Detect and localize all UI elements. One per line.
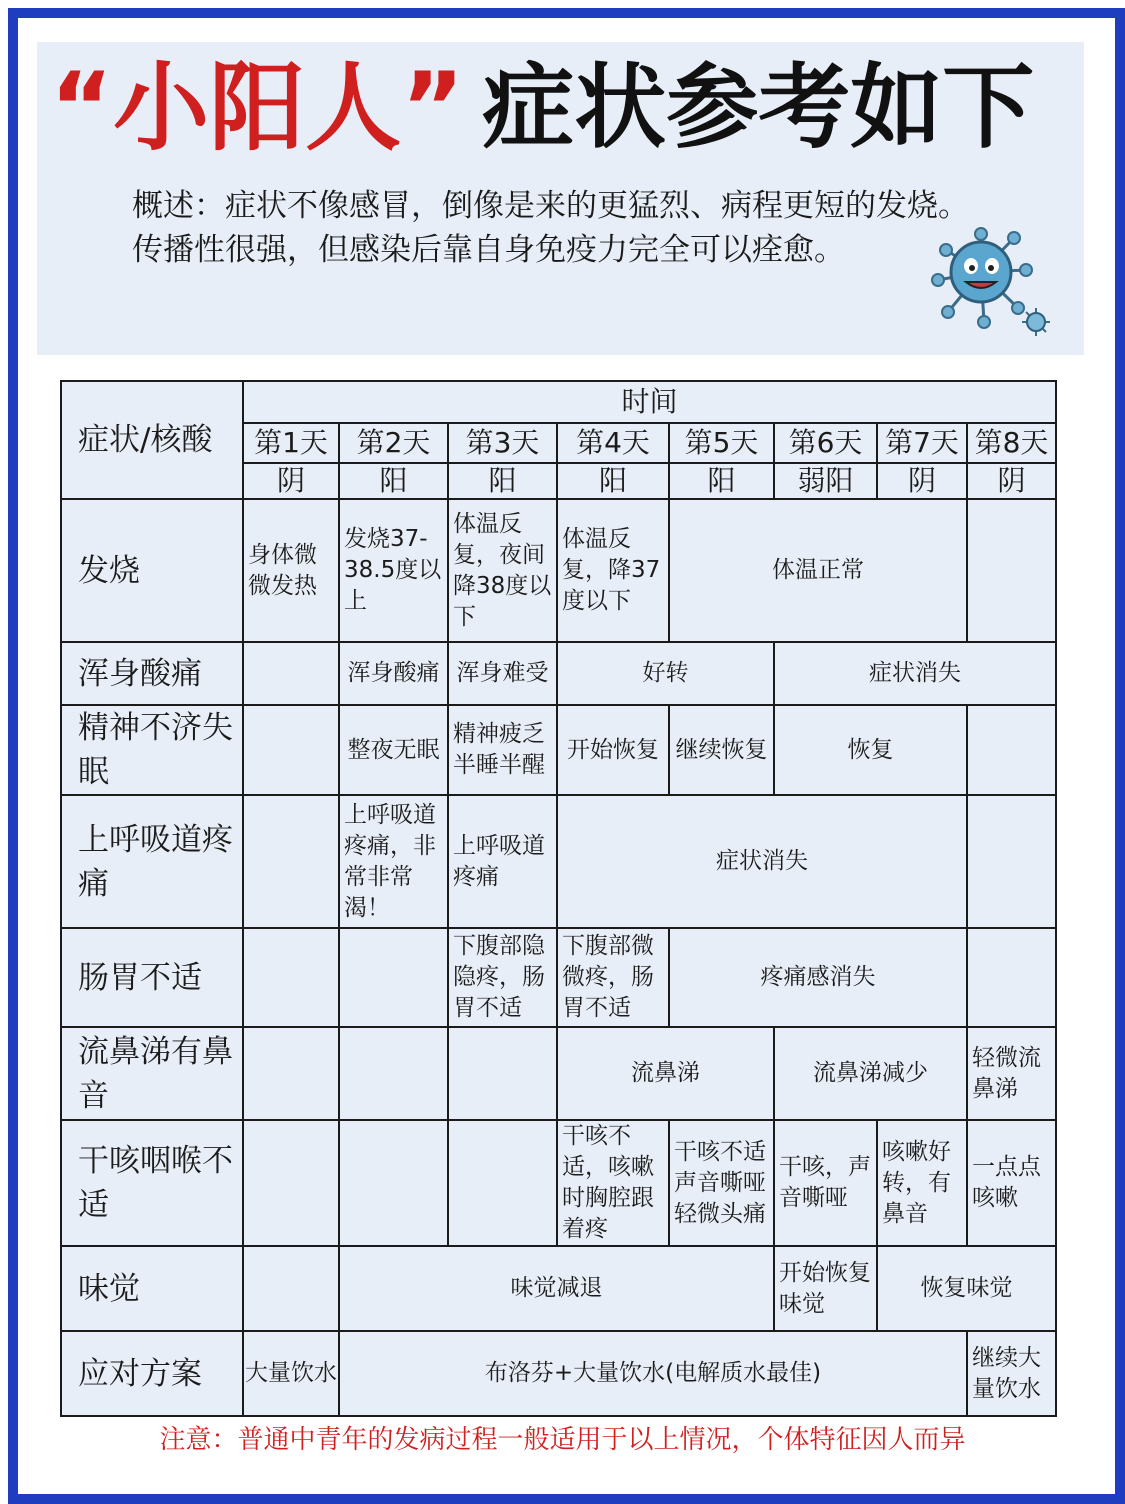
table-cell: 上呼吸道疼痛: [448, 795, 557, 928]
test-result: 阴: [967, 463, 1056, 499]
test-result: 阴: [243, 463, 339, 499]
table-cell: 体温反复，夜间降38度以下: [448, 499, 557, 642]
table-cell: 浑身难受: [448, 642, 557, 705]
day-header: 第6天: [774, 423, 877, 463]
table-cell: 上呼吸道疼痛，非常非常渴！: [339, 795, 448, 928]
day-header: 第4天: [557, 423, 669, 463]
table-cell: 干咳不适，咳嗽时胸腔跟着疼: [557, 1120, 669, 1246]
table-cell: 体温正常: [669, 499, 967, 642]
row-stomach: [61, 928, 1056, 1027]
summary-line-2: 传播性很强，但感染后靠自身免疫力完全可以痊愈。: [132, 232, 845, 268]
corner-label: 症状/核酸: [61, 381, 243, 499]
row-plan: [61, 1331, 1056, 1416]
table-cell: 下腹部隐隐疼，肠胃不适: [448, 928, 557, 1027]
row-label: 上呼吸道疼痛: [61, 795, 243, 928]
table-cell: 干咳不适声音嘶哑轻微头痛: [669, 1120, 774, 1246]
day-header: 第3天: [448, 423, 557, 463]
table-cell: [243, 1120, 339, 1246]
table-cell: [243, 928, 339, 1027]
table-cell: [243, 795, 339, 928]
title-quoted: “小阳人”: [50, 52, 465, 164]
symptom-table: [60, 380, 1057, 1417]
table-cell: 布洛芬+大量饮水(电解质水最佳): [339, 1331, 967, 1416]
row-nose: [61, 1027, 1056, 1120]
table-cell: [967, 795, 1056, 928]
footnote: 注意：普通中青年的发病过程一般适用于以上情况，个体特征因人而异: [159, 1425, 966, 1455]
title-rest: 症状参考如下: [482, 54, 1035, 161]
row-throat: [61, 795, 1056, 928]
table-cell: 整夜无眠: [339, 705, 448, 795]
row-label: 应对方案: [61, 1331, 243, 1416]
table-cell: 发烧37-38.5度以上: [339, 499, 448, 642]
table-cell: [243, 705, 339, 795]
test-result: 弱阳: [774, 463, 877, 499]
table-cell: 浑身酸痛: [339, 642, 448, 705]
table-cell: 身体微微发热: [243, 499, 339, 642]
table-cell: 味觉减退: [339, 1246, 774, 1331]
table-cell: 干咳，声音嘶哑: [774, 1120, 877, 1246]
row-label: 浑身酸痛: [61, 642, 243, 705]
row-label: 肠胃不适: [61, 928, 243, 1027]
page-title: [50, 48, 1080, 168]
row-label: 味觉: [61, 1246, 243, 1331]
row-cough: [61, 1120, 1056, 1246]
table-cell: 开始恢复: [557, 705, 669, 795]
table-cell: 流鼻涕: [557, 1027, 774, 1120]
table-cell: [448, 1027, 557, 1120]
test-result: 阳: [448, 463, 557, 499]
table-cell: 咳嗽好转，有鼻音: [877, 1120, 967, 1246]
table-cell: 恢复味觉: [877, 1246, 1056, 1331]
table-cell: 继续恢复: [669, 705, 774, 795]
row-taste: [61, 1246, 1056, 1331]
summary-line-1: 概述：症状不像感冒，倒像是来的更猛烈、病程更短的发烧。: [132, 188, 969, 224]
virus-icon: [926, 222, 1056, 342]
table-cell: [339, 1027, 448, 1120]
day-header: 第8天: [967, 423, 1056, 463]
table-cell: [339, 928, 448, 1027]
row-label: 发烧: [61, 499, 243, 642]
table-cell: [243, 1246, 339, 1331]
table-cell: 轻微流鼻涕: [967, 1027, 1056, 1120]
row-label: 流鼻涕有鼻音: [61, 1027, 243, 1120]
day-header: 第2天: [339, 423, 448, 463]
row-label: 精神不济失眠: [61, 705, 243, 795]
test-result: 阳: [339, 463, 448, 499]
row-label: 干咳咽喉不适: [61, 1120, 243, 1246]
row-fever: [61, 499, 1056, 642]
day-header: 第1天: [243, 423, 339, 463]
table-cell: 精神疲乏半睡半醒: [448, 705, 557, 795]
table-cell: 症状消失: [557, 795, 967, 928]
test-result: 阴: [877, 463, 967, 499]
table-cell: [243, 642, 339, 705]
day-header: 第5天: [669, 423, 774, 463]
day-header: 第7天: [877, 423, 967, 463]
table-cell: [448, 1120, 557, 1246]
table-cell: 体温反复，降37度以下: [557, 499, 669, 642]
test-result: 阳: [557, 463, 669, 499]
row-spirit: [61, 705, 1056, 795]
table-cell: 下腹部微微疼，肠胃不适: [557, 928, 669, 1027]
table-cell: 疼痛感消失: [669, 928, 967, 1027]
table-cell: [967, 499, 1056, 642]
time-header: 时间: [243, 381, 1056, 423]
table-cell: [243, 1027, 339, 1120]
table-cell: 流鼻涕减少: [774, 1027, 967, 1120]
table-cell: 继续大量饮水: [967, 1331, 1056, 1416]
table-cell: 一点点咳嗽: [967, 1120, 1056, 1246]
table-cell: 恢复: [774, 705, 967, 795]
table-cell: [339, 1120, 448, 1246]
table-cell: 好转: [557, 642, 774, 705]
table-cell: 大量饮水: [243, 1331, 339, 1416]
table-cell: [967, 705, 1056, 795]
table-cell: 症状消失: [774, 642, 1056, 705]
table-cell: 开始恢复味觉: [774, 1246, 877, 1331]
summary: [132, 184, 1032, 272]
row-ache: [61, 642, 1056, 705]
table-cell: [967, 928, 1056, 1027]
test-result: 阳: [669, 463, 774, 499]
